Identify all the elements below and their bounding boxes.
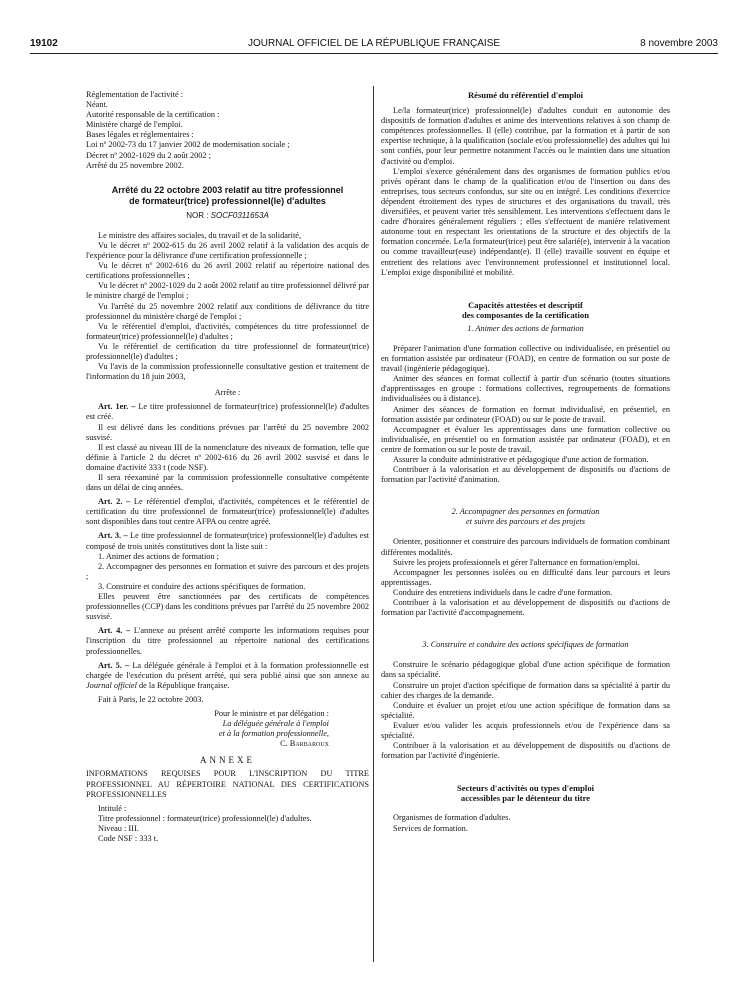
- right-column: [381, 90, 670, 834]
- annexe-title: INFORMATIONS REQUISES POUR L'INSCRIPTION DU TITRE PROFESSIONNEL AU RÉPERTOIRE NATIONAL DES CERTIFICATIONS PROFESSIONNELLES: [86, 769, 369, 799]
- signatory-name: C. Barbaroux: [280, 739, 329, 749]
- secteurs-title: Secteurs d'activités ou types d'emploi accessibles par le détenteur du titre: [456, 783, 594, 804]
- unit-item: 2. Accompagner des personnes en formation et suivre des parcours et des projets ;: [86, 561, 369, 581]
- capacity-para: Préparer l'animation d'une formation collective ou individualisée, en présentiel ou en formation assistée par ordinateur (FOAD), en centre de formation ou sur poste de travail (ingénierie pédagogique).: [381, 343, 670, 374]
- capacity-para: Accompagner et évaluer les apprentissages dans une formation collective ou individualisée, en présentiel ou en formation assistée par ordinateur (FOAD), et en centre de formation ou sur le poste de travail.: [381, 424, 670, 454]
- arrete-title: Arrêté du 22 octobre 2003 relatif au titre professionnel de formateur(trice) professionnel(le) d'adultes: [111, 184, 344, 206]
- secteur-line: Services de formation.: [393, 823, 468, 833]
- article-1: Art. 1er. – Le titre professionnel de formateur(trice) professionnel(le) d'adultes est créé.: [86, 402, 370, 422]
- article-1-para: Il est délivré dans les conditions prévues par l'arrêté du 25 novembre 2002 susvisé.: [86, 422, 369, 442]
- arrete-word: Arrête :: [214, 388, 241, 398]
- capacites-title: Capacités attestées et descriptif des composantes de la certification: [462, 299, 589, 320]
- article-2: Art. 2. – Le référentiel d'emploi, d'activités, compétences et le référentiel de certification du titre professionnel de formateur(trice) professionnel(le) d'adultes sont disponibles dans tout centre AFPA ou centre agréé.: [86, 497, 370, 527]
- visa: Vu le référentiel de certification du titre professionnel de formateur(trice) professionnel(le) d'adultes ;: [86, 341, 369, 361]
- column-divider: [373, 86, 374, 962]
- visa: Vu l'avis de la commission professionnelle consultative gestion et traitement de l'information du 18 juin 2003,: [86, 362, 369, 382]
- left-column: [86, 90, 369, 844]
- visa: Vu le décret nº 2002-616 du 26 avril 2002 relatif au répertoire national des certifications professionnelles ;: [86, 261, 369, 281]
- visa: Vu le décret nº 2002-615 du 26 avril 2002 relatif à la validation des acquis de l'expérience pour la délivrance d'une certification professionnelle ;: [86, 240, 369, 261]
- unit-item: 1. Animer des actions de formation ;: [98, 551, 219, 561]
- article-1-para: Il est classé au niveau III de la nomenclature des niveaux de formation, telle que définie à l'article 2 du décret nº 2002-616 du 26 avril 2002 susvisé et dans le domaine d'activité 333 t (code NSF).: [86, 442, 369, 472]
- capacity-para: Evaluer et/ou valider les acquis professionnels et/ou de l'expérience dans sa spécialité.: [381, 720, 670, 740]
- intro-line: Bases légales et réglementaires :: [86, 130, 194, 140]
- visa: Le ministre des affaires sociales, du travail et de la solidarité,: [98, 230, 302, 240]
- visa: Vu le décret nº 2002-1029 du 2 août 2002 relatif au titre professionnel délivré par le ministre chargé de l'emploi ;: [86, 281, 369, 301]
- article-1-para: Il sera réexaminé par la commission professionnelle consultative compétente dans un délai de cinq années.: [86, 473, 369, 493]
- secteur-line: Organismes de formation d'adultes.: [393, 813, 511, 823]
- nor-reference: NOR : SOCF0311653A: [186, 210, 269, 220]
- capacity-para: Construire le scénario pédagogique global d'une action spécifique de formation dans sa spécialité.: [381, 660, 670, 680]
- visa: Vu le référentiel d'emploi, d'activités, compétences du titre professionnel de formateur(trice) professionnel(le) d'adultes ;: [86, 321, 369, 341]
- intitule-line: Code NSF : 333 t.: [98, 834, 159, 843]
- page-number: 19102: [30, 38, 58, 49]
- intro-line: Décret nº 2002-1029 du 2 août 2002 ;: [86, 150, 211, 160]
- capacity-para: Contribuer à la valorisation et au développement de dispositifs ou d'actions de formation par l'activité d'accompagnement.: [381, 598, 670, 618]
- intitule-line: Niveau : III.: [98, 823, 139, 833]
- journal-officiel-ref: Journal officiel: [86, 680, 137, 690]
- annexe-heading: ANNEXE: [200, 755, 255, 766]
- capacity-para: Contribuer à la valorisation et au développement de dispositifs ou d'actions de formation par l'activité d'ingénierie.: [381, 741, 670, 761]
- resume-para: Le/la formateur(trice) professionnel(le) d'adultes conduit en autonomie des dispositifs de formation d'adultes et anime des interventions relatives à son champ de compétences professionnelles. Il (elle) contribue, par la formation et à partir de son expertise technique, à la qualification (sociale et/ou professionnelle) des adultes qui lui sont confiés, pour leur permettre notamment l'accès ou le maintien dans une situation d'activité ou d'emploi.: [381, 106, 670, 166]
- capacity-para: Assurer la conduite administrative et pédagogique d'une action de formation.: [393, 455, 649, 464]
- capacity-para: Contribuer à la valorisation et au développement de dispositifs ou d'actions de formation par l'activité d'animation.: [381, 465, 670, 485]
- intro-line: Réglementation de l'activité :: [86, 90, 184, 99]
- capacity-para: Accompagner les personnes isolées ou en difficulté dans leur parcours et leurs apprentissages.: [381, 567, 670, 587]
- intro-line: Ministère chargé de l'emploi.: [86, 120, 183, 130]
- capacity-para: Animer des séances en format collectif à partir d'un scénario (toutes situations d'apprentissages en groupe : formations collectives, regroupements de formations individualisées ou à distance).: [381, 374, 670, 404]
- intitule-line: Titre professionnel : formateur(trice) professionnel(le) d'adultes.: [98, 813, 312, 823]
- intro-line: Autorité responsable de la certification :: [86, 110, 220, 120]
- resume-title: Résumé du référentiel d'emploi: [467, 90, 584, 100]
- intro-line: Loi nº 2002-73 du 17 janvier 2002 de modernisation sociale ;: [86, 140, 290, 150]
- header-rule: [30, 53, 718, 54]
- page-header: [30, 38, 718, 52]
- resume-para: L'emploi s'exerce généralement dans des organismes de formation publics et/ou privés opérant dans le champ de la qualification et/ou de l'insertion ou dans des entreprises, tous secteurs confondus, sur site ou en intégré. Les conditions d'exercice dépendent étroitement des types de structures et des organisations du travail, très diversifiées, et peuvent varier très sensiblement. Les interventions s'effectuent dans le cadre d'horaires généralement réguliers ; elles s'effectuent de manière relativement autonome tout en respectant les orientations de la structure et des objectifs de la formation concernée. Le/la formateur(trice) peut être salarié(e), intervenir à la vacation ou comme travailleur(euse) indépendant(e). Il (elle) travaille souvent en équipe et entretient des relations avec l'environnement professionnel et institutionnel local. L'emploi exige disponibilité et mobilité.: [381, 166, 670, 277]
- visa: Vu l'arrêté du 25 novembre 2002 relatif aux conditions de délivrance du titre professionnel du ministère chargé de l'emploi ;: [86, 301, 369, 321]
- intro-line: Arrêté du 25 novembre 2002.: [86, 160, 184, 170]
- publication-date: 8 novembre 2003: [640, 38, 718, 49]
- capacity-para: Suivre les projets professionnels et gérer l'alternance en formation/emploi.: [393, 557, 640, 567]
- intro-line: Néant.: [86, 100, 108, 110]
- unit-item: 3. Construire et conduire des actions spécifiques de formation.: [98, 581, 306, 591]
- fait-a-paris: Fait à Paris, le 22 octobre 2003.: [98, 694, 204, 704]
- article-5: Art. 5. – La déléguée générale à l'emploi et à la formation professionnelle est chargée de l'exécution du présent arrêté, qui sera publié ainsi que son annexe au Journal officiel de la République française.: [86, 660, 369, 690]
- capacity-para: Construire un projet d'action spécifique de formation dans sa spécialité à partir du cahier des charges de la demande.: [381, 680, 670, 700]
- section-3-title: 3. Construire et conduire des actions spécifiques de formation: [422, 640, 629, 650]
- article-3-para: Elles peuvent être sanctionnées par des certificats de compétences professionnelles (CCP) dans les conditions prévues par l'arrêté du 25 novembre 2002 susvisé.: [86, 592, 369, 622]
- capacity-para: Conduire et évaluer un projet et/ou une action spécifique de formation dans sa spécialité.: [381, 700, 670, 720]
- journal-title: JOURNAL OFFICIEL DE LA RÉPUBLIQUE FRANÇAISE: [247, 38, 501, 49]
- article-4: Art. 4. – L'annexe au présent arrêté comporte les informations requises pour l'inscription du titre professionnel au répertoire national des certifications professionnelles.: [86, 626, 369, 656]
- section-1-title: 1. Animer des actions de formation: [467, 323, 584, 333]
- capacity-para: Animer des séances de formation en format individualisé, en présentiel, en formation assistée par ordinateur (FOAD) ou sur le poste de travail.: [381, 404, 670, 424]
- intitule-line: Intitulé :: [98, 803, 127, 813]
- capacity-para: Orienter, positionner et construire des parcours individuels de formation combinant différentes modalités.: [381, 537, 670, 557]
- capacity-para: Conduire des entretiens individuels dans le cadre d'une formation.: [393, 587, 613, 597]
- article-3: Art. 3. – Le titre professionnel de formateur(trice) professionnel(le) d'adultes est composé de trois unités constitutives dont la liste suit :: [86, 531, 370, 551]
- section-2-title: 2. Accompagner des personnes en formation et suivre des parcours et des projets: [451, 507, 600, 527]
- signature-block: Pour le ministre et par délégation : La déléguée générale à l'emploi et à la formation professionnelle, C. Barbaroux: [86, 709, 369, 749]
